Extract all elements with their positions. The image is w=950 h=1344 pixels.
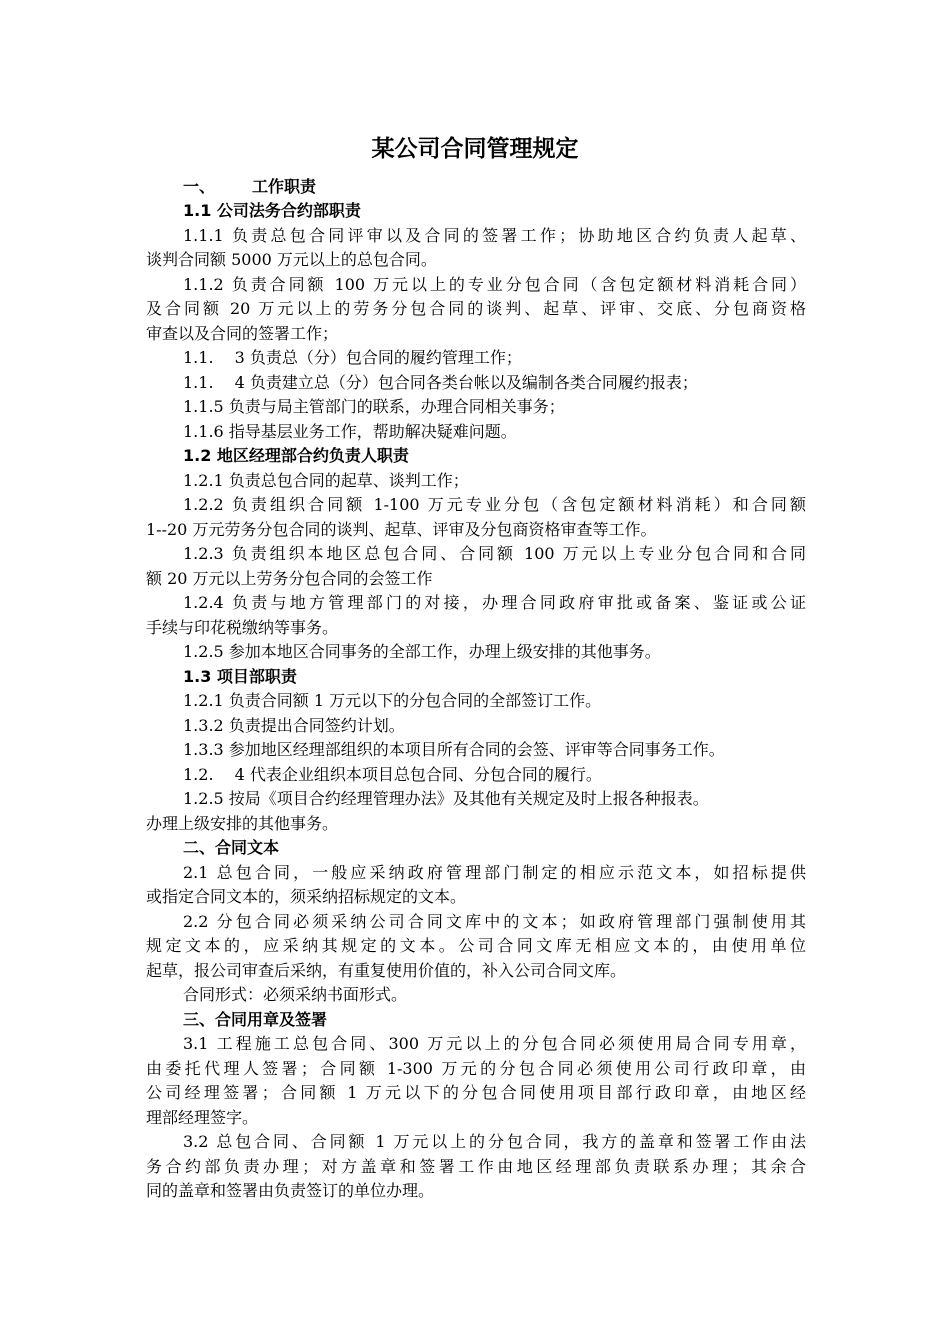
paragraph-line: 1--20 万元劳务分包合同的谈判、起草、评审及分包商资格审查等工作。 [146, 520, 657, 539]
paragraph-line: 1.1.5 负责与局主管部门的联系，办理合同相关事务； [183, 397, 565, 416]
paragraph-line: 3.1 工程施工总包合同、300 万元以上的分包合同必须使用局合同专用章， [183, 1034, 806, 1053]
paragraph-line: 1.1.6 指导基层业务工作，帮助解决疑难问题。 [183, 422, 517, 441]
paragraph-line: 由委托代理人签署；合同额 1-300 万元的分包合同必须使用公司行政印章，由 [146, 1059, 806, 1078]
paragraph-line: 2.1 总包合同，一般应采纳政府管理部门制定的相应示范文本，如招标提供 [183, 863, 806, 882]
paragraph-line: 1.1. 4 负责建立总（分）包合同各类台帐以及编制各类合同履约报表； [183, 373, 698, 392]
paragraph-line: 审查以及合同的签署工作； [146, 324, 339, 343]
document-title: 某公司合同管理规定 [371, 136, 579, 162]
paragraph-line: 公司经理签署；合同额 1 万元以下的分包合同使用项目部行政印章，由地区经 [146, 1083, 806, 1102]
paragraph-line: 3.2 总包合同、合同额 1 万元以上的分包合同，我方的盖章和签署工作由法 [183, 1132, 806, 1151]
paragraph-line: 1.1.2 负责合同额 100 万元以上的专业分包合同（含包定额材料消耗合同） [183, 275, 806, 294]
subsection-heading-1-3: 1.3 项目部职责 [183, 667, 297, 686]
section-heading-3: 三、合同用章及签署 [183, 1010, 328, 1029]
paragraph-line: 1.2.4 负责与地方管理部门的对接，办理合同政府审批或备案、鉴证或公证 [183, 593, 806, 612]
paragraph-line: 谈判合同额 5000 万元以上的总包合同。 [146, 250, 437, 269]
subsection-heading-1-1: 1.1 公司法务合约部职责 [183, 201, 361, 220]
paragraph-line: 1.2.1 负责合同额 1 万元以下的分包合同的全部签订工作。 [183, 691, 602, 710]
subsection-heading-1-2: 1.2 地区经理部合约负责人职责 [183, 446, 409, 465]
section-heading-2: 二、合同文本 [183, 838, 280, 857]
paragraph-line: 合同形式：必须采纳书面形式。 [183, 985, 408, 1004]
section-number-1: 一、 [183, 177, 216, 196]
paragraph-line: 1.2.2 负责组织合同额 1-100 万元专业分包（含包定额材料消耗）和合同额 [183, 495, 806, 514]
paragraph-line: 1.2. 4 代表企业组织本项目总包合同、分包合同的履行。 [183, 765, 602, 784]
paragraph-line: 办理上级安排的其他事务。 [146, 814, 339, 833]
paragraph-line: 或指定合同文本的，须采纳招标规定的文本。 [146, 887, 467, 906]
paragraph-line: 1.2.5 参加本地区合同事务的全部工作，办理上级安排的其他事务。 [183, 642, 661, 661]
paragraph-line: 手续与印花税缴纳等事务。 [146, 618, 339, 637]
paragraph-line: 1.2.5 按局《项目合约经理管理办法》及其他有关规定及时上报各种报表。 [183, 789, 709, 808]
paragraph-line: 理部经理签字。 [146, 1108, 259, 1127]
paragraph-line: 及合同额 20 万元以上的劳务分包合同的谈判、起草、评审、交底、分包商资格 [146, 299, 806, 318]
section-heading-1: 工作职责 [252, 177, 317, 196]
paragraph-line: 1.3.3 参加地区经理部组织的本项目所有合同的会签、评审等合同事务工作。 [183, 740, 725, 759]
paragraph-line: 务合约部负责办理；对方盖章和签署工作由地区经理部负责联系办理；其余合 [146, 1157, 806, 1176]
paragraph-line: 1.1. 3 负责总（分）包合同的履约管理工作； [183, 348, 522, 367]
paragraph-line: 同的盖章和签署由负责签订的单位办理。 [146, 1181, 435, 1200]
paragraph-line: 1.2.3 负责组织本地区总包合同、合同额 100 万元以上专业分包合同和合同 [183, 544, 806, 563]
paragraph-line: 1.3.2 负责提出合同签约计划。 [183, 716, 405, 735]
paragraph-line: 1.1.1 负责总包合同评审以及合同的签署工作；协助地区合约负责人起草、 [183, 226, 806, 245]
paragraph-line: 2.2 分包合同必须采纳公司合同文库中的文本；如政府管理部门强制使用其 [183, 912, 806, 931]
paragraph-line: 起草，报公司审查后采纳，有重复使用价值的，补入公司合同文库。 [146, 961, 627, 980]
paragraph-line: 1.2.1 负责总包合同的起草、谈判工作； [183, 471, 469, 490]
paragraph-line: 规定文本的，应采纳其规定的文本。公司合同文库无相应文本的，由使用单位 [146, 936, 806, 955]
paragraph-line: 额 20 万元以上劳务分包合同的会签工作 [146, 569, 433, 588]
